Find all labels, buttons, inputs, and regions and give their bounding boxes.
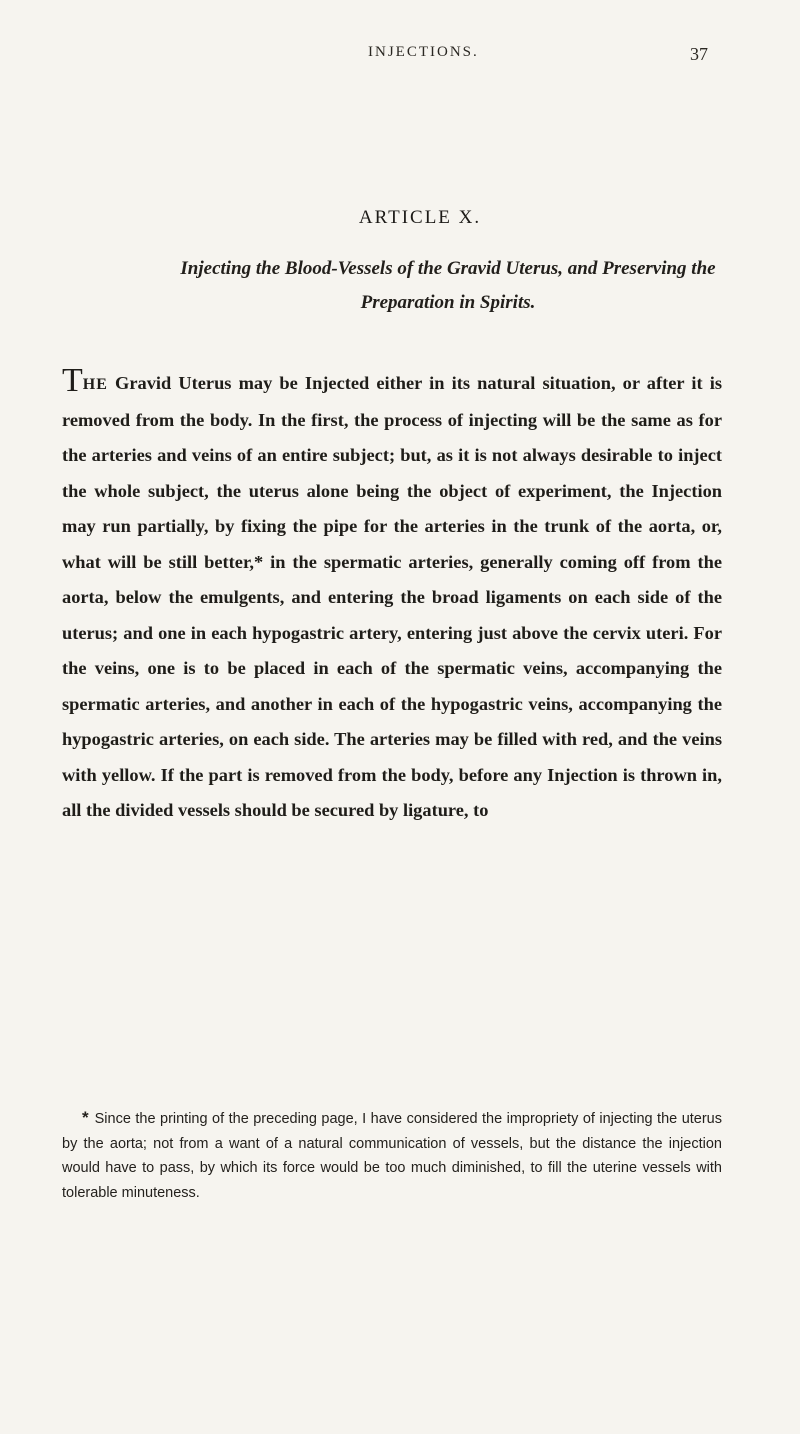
article-subtitle: Injecting the Blood-Vessels of the Gravid Uterus, and Preserving the Preparation in Spirits.: [180, 258, 716, 313]
running-head: [0, 44, 800, 68]
running-title: INJECTIONS.: [368, 44, 479, 60]
footnote-mark: *: [82, 1108, 89, 1127]
footnote: [62, 1106, 722, 1205]
lead-in: HE: [82, 376, 108, 393]
article-heading: ARTICLE X.: [358, 207, 482, 228]
body-paragraph: Gravid Uterus may be Injected either in its natural situation, or after it is removed from the body. In the first, the process of injecting will be the same as for the arteries and veins of an entire subject; but, as it is not always desirable to inject the whole subject, the uterus alone being the object of experiment, the Injection may run partially, by fixing the pipe for the arteries in the trunk of the aorta, or, what will be still better,* in the spermatic arteries, generally coming off from the aorta, below the emulgents, and entering the broad ligaments on each side of the uterus; and one in each hypogastric artery, entering just above the cervix uteri. For the veins, one is to be placed in each of the spermatic veins, accompanying the spermatic arteries, and another in each of the hypogastric veins, accompanying the hypogastric arteries, on each side. The arteries may be filled with red, and the veins with yellow. If the part is removed from the body, before any Injection is thrown in, all the divided vessels should be secured by ligature, to: [62, 373, 722, 820]
page-number: 37: [690, 44, 708, 64]
drop-cap: T: [62, 362, 83, 399]
article-body: [62, 362, 722, 829]
footnote-text: Since the printing of the preceding page, I have considered the impropriety of injecting the uterus by the aorta; not from a want of a natural communication of vessels, but the distance the injection would have to pass, by which its force would be too much diminished, to fill the uterine vessels with tolerable minuteness.: [62, 1111, 722, 1201]
